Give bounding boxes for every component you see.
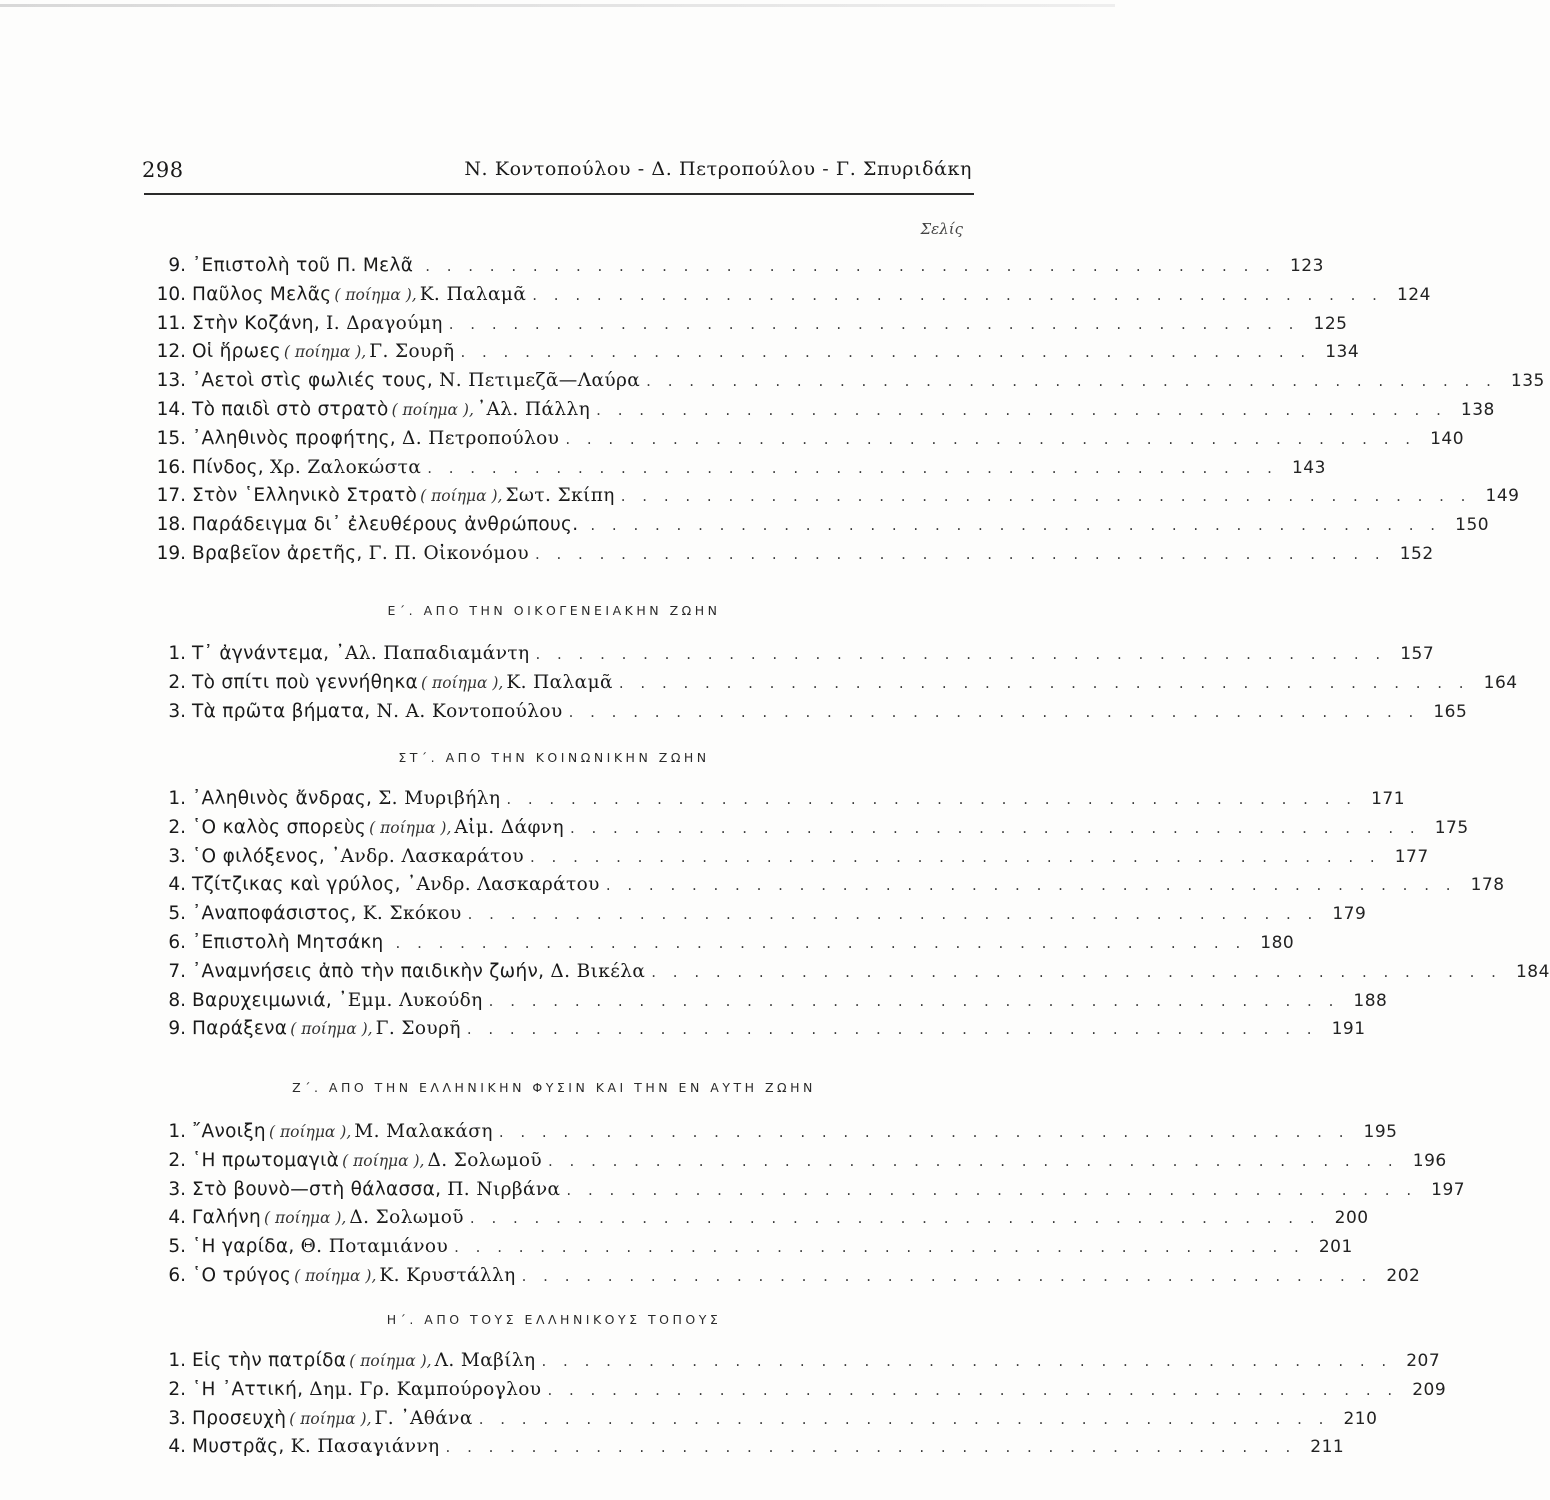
- dot-leader: . . . . . . . . . . . . . . . . . . . . . . . . . . . . . . . . . . . . . . . .: [565, 429, 1417, 448]
- entry-author: ᾿Εμμ. Λυκούδη: [338, 989, 483, 1011]
- entry-author: ᾿Αλ. Παπαδιαμάντη: [335, 643, 530, 664]
- entry-note: ( ποίημα ),: [290, 1020, 373, 1039]
- toc-entry: [130, 338, 1360, 367]
- entry-title: ᾿Αληθινὸς προφήτης,: [192, 427, 396, 449]
- entry-number: 1.: [168, 643, 186, 664]
- entry-page-number: 177: [1394, 846, 1429, 867]
- toc-entry: [130, 454, 1326, 483]
- entry-note: ( ποίημα ),: [369, 818, 452, 837]
- entry-page-number: 165: [1433, 701, 1468, 722]
- entry-number: 1.: [168, 1121, 186, 1142]
- entry-author: Σ. Μυριβήλη: [378, 788, 501, 809]
- entry-number: 14.: [156, 398, 186, 420]
- dot-leader: . . . . . . . . . . . . . . . . . . . . . . . . . . . . . . . . . . . . . . . .: [466, 1020, 1318, 1039]
- dot-leader: . . . . . . . . . . . . . . . . . . . . . . . . . . . . . . . . . . . . . . . .: [425, 257, 1276, 275]
- toc-entry: [130, 1405, 1378, 1434]
- entry-page-number: 179: [1332, 904, 1367, 925]
- entry-number: 3.: [168, 1178, 186, 1200]
- entry-page-number: 195: [1363, 1122, 1398, 1142]
- entry-author: Κ. Παλαμᾶ: [506, 671, 613, 693]
- entry-number: 2.: [168, 1149, 186, 1171]
- dot-leader: . . . . . . . . . . . . . . . . . . . . . . . . . . . . . . . . . . . . . . . .: [498, 1123, 1350, 1141]
- entry-author: Σωτ. Σκίπη: [505, 485, 615, 507]
- entry-page-number: 180: [1260, 932, 1295, 953]
- entry-page-number: 191: [1331, 1019, 1366, 1040]
- entry-note: ( ποίημα ),: [334, 285, 417, 304]
- entry-number: 3.: [168, 700, 186, 722]
- dot-leader: . . . . . . . . . . . . . . . . . . . . . . . . . . . . . . . . . . . . . . . .: [620, 487, 1472, 506]
- entry-author: Ν. Πετιμεζᾶ—Λαύρα: [439, 370, 641, 392]
- entry-page-number: 175: [1434, 817, 1469, 838]
- entry-author: Κ. Σκόκου: [362, 903, 462, 925]
- entry-author: Π. Νιρβάνα: [447, 1178, 561, 1200]
- entry-note: ( ποίημα ),: [342, 1151, 425, 1170]
- toc-entry: [130, 669, 1518, 698]
- entry-title: Προσευχὴ: [192, 1407, 287, 1429]
- toc-entry: [130, 511, 1490, 540]
- toc-entry: [130, 1233, 1353, 1262]
- entry-title: Βραβεῖον ἀρετῆς,: [192, 542, 363, 564]
- entry-title: Γαλήνη: [192, 1207, 262, 1229]
- toc-entry: [130, 1433, 1345, 1462]
- entry-page-number: 201: [1318, 1237, 1353, 1258]
- toc-entry: [130, 871, 1505, 900]
- entry-page-number: 123: [1289, 256, 1324, 276]
- dot-leader: . . . . . . . . . . . . . . . . . . . . . . . . . . . . . . . . . . . . . . . .: [445, 1438, 1297, 1457]
- entry-title: ᾿Αληθινὸς ἄνδρας,: [192, 788, 373, 809]
- entry-author: Λ. Μαβίλη: [434, 1350, 536, 1371]
- entry-title: ῾Ο φιλόξενος,: [192, 845, 326, 867]
- entry-title: ᾿Αναμνήσεις ἀπὸ τὴν παιδικὴν ζωήν,: [192, 960, 545, 982]
- section-heading: ΣΤ΄. ΑΠΟ ΤΗΝ ΚΟΙΝΩΝΙΚΗΝ ΖΩΗΝ: [398, 750, 710, 765]
- entry-page-number: 140: [1430, 428, 1465, 449]
- dot-leader: . . . . . . . . . . . . . . . . . . . . . . . . . . . . . . . . . . . . . . . .: [646, 372, 1497, 391]
- toc-entry: [130, 958, 1550, 987]
- entry-number: 5.: [168, 903, 186, 925]
- toc-section: [130, 785, 1550, 1044]
- toc-entry: [130, 310, 1348, 339]
- entry-number: 10.: [156, 283, 186, 305]
- entry-note: ( ποίημα ),: [421, 673, 504, 692]
- entry-note: ( ποίημα ),: [349, 1352, 432, 1370]
- entry-title: ᾿Αετοὶ στὶς φωλιές τους,: [192, 370, 434, 392]
- entry-title: ῾Η ᾿Αττική,: [192, 1378, 304, 1400]
- entry-author: Γ. Σουρῆ: [369, 341, 455, 363]
- page-top-edge: [0, 4, 1115, 7]
- toc-entry: [130, 396, 1495, 425]
- entry-title: ᾿Επιστολὴ Μητσάκη: [192, 931, 384, 953]
- entry-number: 9.: [168, 1018, 186, 1040]
- entry-title: Οἱ ἥρωες: [192, 341, 281, 363]
- section-heading: Ζ΄. ΑΠΟ ΤΗΝ ΕΛΛΗΝΙΚΗΝ ΦΥΣΙΝ ΚΑΙ ΤΗΝ ΕΝ ΑΥΤΗ ΖΩΗΝ: [292, 1080, 816, 1095]
- entry-author: Γ. ᾿Αθάνα: [374, 1407, 473, 1429]
- toc-entry: [130, 252, 1324, 281]
- entry-author: Δημ. Γρ. Καμπούρογλου: [309, 1378, 542, 1400]
- entry-note: ( ποίημα ),: [268, 1123, 352, 1141]
- header-rule: [144, 193, 974, 195]
- entry-page-number: 157: [1400, 644, 1435, 664]
- entry-title: Στὸν ῾Ελληνικὸ Στρατὸ: [192, 485, 418, 507]
- toc-entry: [130, 1262, 1421, 1291]
- dot-leader: . . . . . . . . . . . . . . . . . . . . . . . . . . . . . . . . . . . . . . . .: [460, 343, 1312, 362]
- entry-title: Τὸ σπίτι ποὺ γεννήθηκα: [192, 671, 419, 693]
- entry-page-number: 202: [1386, 1265, 1421, 1286]
- entry-page-number: 196: [1412, 1150, 1447, 1171]
- entry-page-number: 178: [1470, 875, 1505, 896]
- entry-title: Εἰς τὴν πατρίδα: [192, 1350, 347, 1371]
- entry-title: Τὸ παιδὶ στὸ στρατὸ: [192, 398, 389, 420]
- entry-author: Κ. Παλαμᾶ: [419, 283, 527, 305]
- entry-page-number: 200: [1334, 1208, 1369, 1229]
- page-number: 298: [142, 158, 184, 182]
- toc-entry: [130, 1204, 1369, 1233]
- dot-leader: . . . . . . . . . . . . . . . . . . . . . . . . . . . . . . . . . . . . . . . .: [569, 818, 1421, 837]
- entry-number: 3.: [168, 845, 186, 867]
- entry-page-number: 149: [1485, 486, 1520, 507]
- toc-entry: [130, 1376, 1447, 1405]
- toc-entry: [130, 367, 1545, 396]
- entry-page-number: 209: [1412, 1379, 1447, 1400]
- toc-entry-list: [130, 785, 1550, 1044]
- entry-author: Ν. Α. Κοντοπούλου: [376, 700, 563, 722]
- toc-entry-list: [130, 1347, 1447, 1462]
- entry-page-number: 125: [1313, 313, 1348, 334]
- entry-number: 6.: [168, 1264, 186, 1286]
- dot-leader: . . . . . . . . . . . . . . . . . . . . . . . . . . . . . . . . . . . . . . . .: [596, 400, 1447, 419]
- entry-page-number: 184: [1515, 961, 1550, 982]
- running-title: Ν. Κοντοπούλου - Δ. Πετροπούλου - Γ. Σπυριδάκη: [464, 158, 972, 180]
- dot-leader: . . . . . . . . . . . . . . . . . . . . . . . . . . . . . . . . . . . . . . . .: [618, 673, 1470, 692]
- entry-note: ( ποίημα ),: [294, 1266, 377, 1285]
- entry-author: Θ. Ποταμιάνου: [300, 1236, 449, 1258]
- dot-leader: . . . . . . . . . . . . . . . . . . . . . . . . . . . . . . . . . . . . . . . .: [566, 1180, 1418, 1199]
- entry-author: Γ. Π. Οἰκονόμου: [368, 542, 529, 564]
- entry-number: 18.: [156, 514, 186, 536]
- toc-entry: [130, 1015, 1366, 1044]
- entry-page-number: 197: [1431, 1179, 1466, 1200]
- dot-leader: . . . . . . . . . . . . . . . . . . . . . . . . . . . . . . . . . . . . . . . .: [541, 1352, 1393, 1370]
- entry-page-number: 138: [1460, 399, 1495, 420]
- toc-entry: [130, 698, 1468, 727]
- entry-number: 1.: [168, 788, 186, 809]
- entry-page-number: 188: [1353, 990, 1388, 1011]
- toc-entry: [130, 540, 1434, 569]
- entry-number: 2.: [168, 1378, 186, 1400]
- entry-title: Βαρυχειμωνιά,: [192, 989, 333, 1011]
- entry-note: ( ποίημα ),: [289, 1409, 372, 1428]
- toc-section: [130, 1347, 1447, 1462]
- entry-title: Τὰ πρῶτα βήματα,: [192, 700, 371, 722]
- entry-title: Στὸ βουνὸ—στὴ θάλασσα,: [192, 1178, 442, 1200]
- toc-entry: [130, 1118, 1398, 1147]
- toc-entry: [130, 482, 1520, 511]
- toc-entry: [130, 843, 1429, 872]
- entry-author: Δ. Σολωμοῦ: [427, 1149, 543, 1171]
- toc-entry: [130, 1176, 1466, 1205]
- entry-page-number: 150: [1455, 515, 1490, 536]
- entry-page-number: 207: [1406, 1351, 1441, 1371]
- entry-page-number: 134: [1325, 342, 1360, 363]
- entry-number: 15.: [156, 427, 186, 449]
- dot-leader: . . . . . . . . . . . . . . . . . . . . . . . . . . . . . . . . . . . . . . . .: [488, 991, 1340, 1010]
- entry-number: 2.: [168, 816, 186, 838]
- toc-section: [130, 252, 1545, 569]
- entry-number: 13.: [156, 370, 186, 392]
- dot-leader: . . . . . . . . . . . . . . . . . . . . . . . . . . . . . . . . . . . . . . . .: [448, 314, 1300, 333]
- entry-title: ᾿Αναποφάσιστος,: [192, 903, 357, 925]
- entry-author: Γ. Σουρῆ: [375, 1018, 461, 1040]
- dot-leader: . . . . . . . . . . . . . . . . . . . . . . . . . . . . . . . . . . . . . . . .: [534, 544, 1386, 563]
- entry-author: Κ. Πασαγιάννη: [290, 1436, 440, 1458]
- entry-title: ῎Ανοιξη: [192, 1121, 266, 1142]
- dot-leader: . . . . . . . . . . . . . . . . . . . . . . . . . . . . . . . . . . . . . . . .: [521, 1266, 1373, 1285]
- entry-page-number: 135: [1510, 371, 1545, 392]
- entry-number: 17.: [156, 485, 186, 507]
- dot-leader: . . . . . . . . . . . . . . . . . . . . . . . . . . . . . . . . . . . . . . . .: [478, 1409, 1330, 1428]
- entry-author: Ι. Δραγούμη: [326, 312, 443, 334]
- dot-leader: . . . . . . . . . . . . . . . . . . . . . . . . . . . . . . . . . . . . . . . .: [532, 285, 1383, 304]
- toc-entry: [130, 900, 1367, 929]
- pages-column-label: Σελίς: [920, 220, 963, 238]
- entry-note: ( ποίημα ),: [420, 487, 503, 506]
- entry-title: ῾Η γαρίδα,: [192, 1236, 295, 1258]
- dot-leader: . . . . . . . . . . . . . . . . . . . . . . . . . . . . . . . . . . . . . . . .: [651, 962, 1502, 981]
- entry-author: Μ. Μαλακάση: [354, 1121, 493, 1142]
- entry-title: ῾Ο καλὸς σπορεὺς: [192, 816, 367, 838]
- entry-title: Τζίτζικας καὶ γρύλος,: [192, 874, 401, 896]
- section-heading: Η΄. ΑΠΟ ΤΟΥΣ ΕΛΛΗΝΙΚΟΥΣ ΤΟΠΟΥΣ: [386, 1312, 722, 1327]
- toc-entry: [130, 1147, 1447, 1176]
- entry-number: 9.: [168, 255, 186, 276]
- entry-number: 4.: [168, 874, 186, 896]
- entry-number: 6.: [168, 931, 186, 953]
- entry-number: 5.: [168, 1236, 186, 1258]
- entry-note: ( ποίημα ),: [391, 400, 474, 419]
- entry-author: Δ. Σολωμοῦ: [349, 1207, 464, 1229]
- toc-entry: [130, 929, 1295, 958]
- entry-number: 4.: [168, 1436, 186, 1458]
- dot-leader: . . . . . . . . . . . . . . . . . . . . . . . . . . . . . . . . . . . . . . . .: [547, 1380, 1399, 1399]
- toc-entry-list: [130, 252, 1545, 569]
- entry-page-number: 210: [1343, 1408, 1378, 1429]
- toc-entry: [130, 785, 1406, 814]
- entry-number: 16.: [156, 456, 186, 478]
- entry-title: Πίνδος,: [192, 456, 264, 478]
- entry-author: ᾿Ανδρ. Λασκαράτου: [331, 845, 524, 867]
- dot-leader: . . . . . . . . . . . . . . . . . . . . . . . . . . . . . . . . . . . . . . . .: [605, 876, 1457, 895]
- toc-entry: [130, 1347, 1441, 1376]
- toc-entry: [130, 425, 1465, 454]
- entry-note: ( ποίημα ),: [264, 1209, 347, 1228]
- dot-leader: . . . . . . . . . . . . . . . . . . . . . . . . . . . . . . . . . . . . . . . .: [395, 933, 1247, 952]
- toc-entry: [130, 281, 1431, 310]
- entry-title: Παράξενα: [192, 1018, 288, 1040]
- entry-author: Κ. Κρυστάλλη: [379, 1264, 516, 1286]
- entry-title: ῾Η πρωτομαγιὰ: [192, 1149, 340, 1171]
- entry-author: Αἰμ. Δάφνη: [454, 816, 564, 838]
- entry-number: 8.: [168, 989, 186, 1011]
- dot-leader: . . . . . . . . . . . . . . . . . . . . . . . . . . . . . . . . . . . . . . . .: [454, 1238, 1305, 1257]
- entry-note: ( ποίημα ),: [283, 343, 367, 362]
- entry-author: ᾿Αλ. Πάλλη: [476, 398, 591, 420]
- dot-leader: . . . . . . . . . . . . . . . . . . . . . . . . . . . . . . . . . . . . . . . .: [590, 516, 1442, 535]
- dot-leader: . . . . . . . . . . . . . . . . . . . . . . . . . . . . . . . . . . . . . . . .: [535, 645, 1387, 663]
- entry-number: 3.: [168, 1407, 186, 1429]
- entry-title: Τ᾿ ἀγνάντεμα,: [192, 643, 330, 664]
- toc-entry: [130, 640, 1435, 669]
- entry-number: 1.: [168, 1350, 186, 1371]
- entry-page-number: 211: [1310, 1437, 1345, 1458]
- entry-number: 19.: [156, 542, 186, 564]
- dot-leader: . . . . . . . . . . . . . . . . . . . . . . . . . . . . . . . . . . . . . . . .: [530, 847, 1381, 866]
- toc-entry: [130, 814, 1469, 843]
- section-heading: Ε΄. ΑΠΟ ΤΗΝ ΟΙΚΟΓΕΝΕΙΑΚΗΝ ΖΩΗΝ: [387, 603, 721, 618]
- toc-entry: [130, 987, 1388, 1016]
- dot-leader: . . . . . . . . . . . . . . . . . . . . . . . . . . . . . . . . . . . . . . . .: [469, 1209, 1321, 1228]
- dot-leader: . . . . . . . . . . . . . . . . . . . . . . . . . . . . . . . . . . . . . . . .: [548, 1151, 1399, 1170]
- entry-number: 4.: [168, 1207, 186, 1229]
- entry-title: ᾿Επιστολὴ τοῦ Π. Μελᾶ: [192, 255, 414, 276]
- entry-author: Χρ. Ζαλοκώστα: [269, 456, 422, 478]
- toc-entry-list: [130, 640, 1518, 726]
- entry-author: ᾿Ανδρ. Λασκαράτου: [406, 874, 600, 896]
- entry-number: 7.: [168, 960, 186, 982]
- entry-page-number: 143: [1291, 457, 1326, 478]
- entry-title: ῾Ο τρύγος: [192, 1264, 292, 1286]
- entry-page-number: 152: [1399, 543, 1434, 564]
- entry-number: 11.: [156, 312, 186, 334]
- entry-title: Στὴν Κοζάνη,: [192, 312, 321, 334]
- toc-section: [130, 640, 1518, 726]
- dot-leader: . . . . . . . . . . . . . . . . . . . . . . . . . . . . . . . . . . . . . . . .: [568, 702, 1420, 721]
- entry-number: 2.: [168, 671, 186, 693]
- entry-page-number: 164: [1483, 672, 1518, 693]
- entry-page-number: 124: [1396, 284, 1431, 305]
- dot-leader: . . . . . . . . . . . . . . . . . . . . . . . . . . . . . . . . . . . . . . . .: [506, 790, 1358, 808]
- toc-entry-list: [130, 1118, 1466, 1291]
- dot-leader: . . . . . . . . . . . . . . . . . . . . . . . . . . . . . . . . . . . . . . . .: [467, 905, 1319, 924]
- entry-author: Δ. Βικέλα: [550, 960, 646, 982]
- entry-title: Μυστρᾶς,: [192, 1436, 285, 1458]
- toc-section: [130, 1118, 1466, 1291]
- dot-leader: . . . . . . . . . . . . . . . . . . . . . . . . . . . . . . . . . . . . . . . .: [427, 458, 1278, 477]
- entry-number: 12.: [156, 341, 186, 363]
- entry-title: Παράδειγμα δι᾿ ἐλευθέρους ἀνθρώπους.: [192, 514, 579, 536]
- page-header: [140, 152, 972, 192]
- entry-title: Παῦλος Μελᾶς: [192, 283, 332, 305]
- entry-page-number: 171: [1371, 789, 1406, 809]
- entry-author: Δ. Πετροπούλου: [401, 427, 560, 449]
